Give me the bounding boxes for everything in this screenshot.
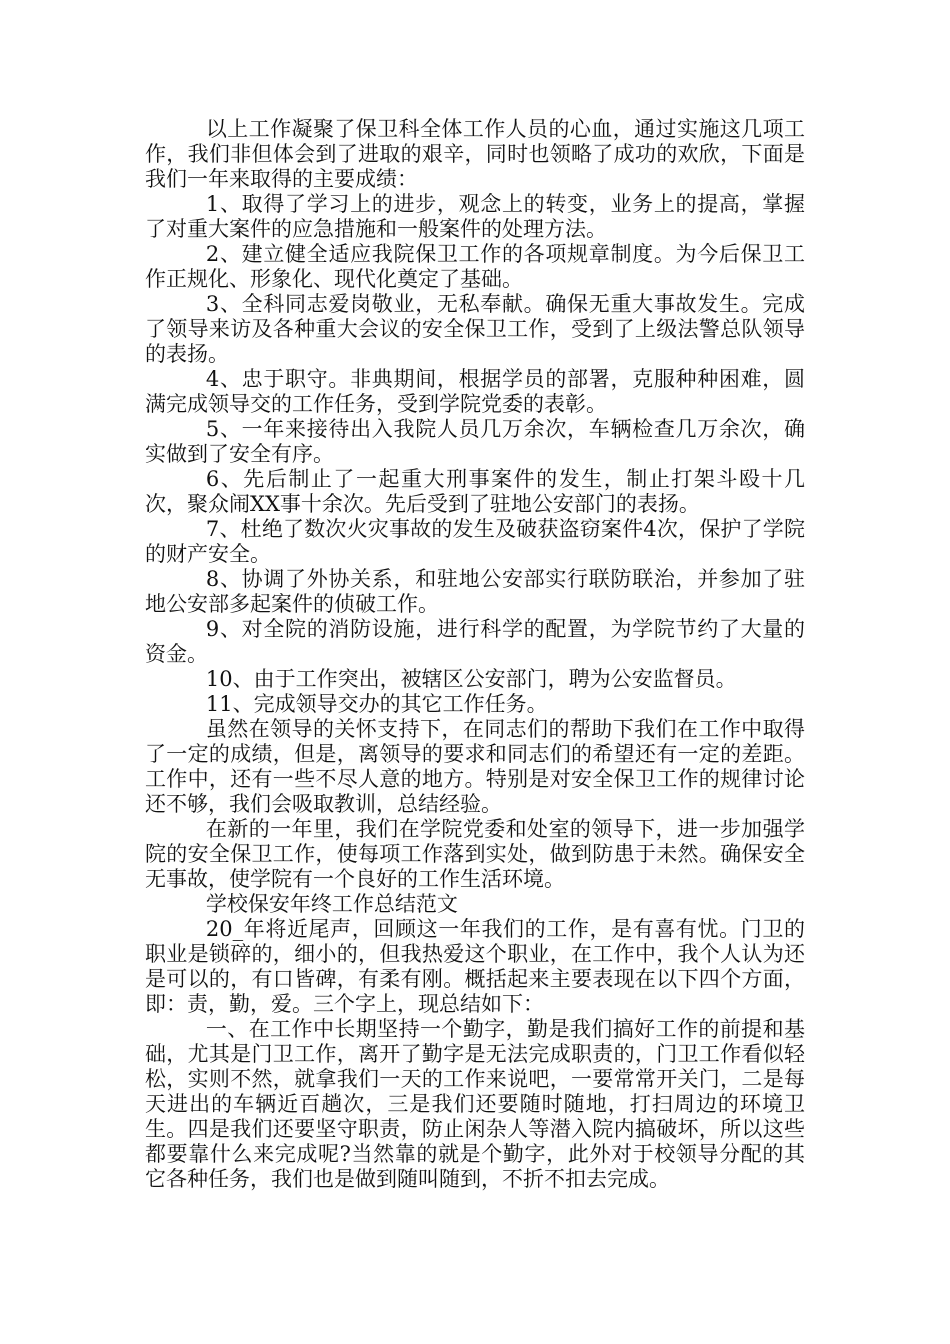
paragraph-achievement-2: 2、建立健全适应我院保卫工作的各项规章制度。为今后保卫工作正规化、形象化、现代化奠定了基础。 [145,242,805,291]
paragraph-achievement-11: 11、完成领导交办的其它工作任务。 [205,692,548,716]
paragraph-achievement-6: 6、先后制止了一起重大刑事案件的发生，制止打架斗殴十几次，聚众闹XX事十余次。先后受到了驻地公安部门的表扬。 [145,467,805,516]
paragraph-achievement-10: 10、由于工作突出，被辖区公安部门，聘为公安监督员。 [205,667,737,691]
paragraph-achievement-9: 9、对全院的消防设施，进行科学的配置，为学院节约了大量的资金。 [145,617,805,666]
paragraph-intro: 以上工作凝聚了保卫科全体工作人员的心血，通过实施这几项工作，我们非但体会到了进取的艰辛，同时也领略了成功的欢欣，下面是我们一年来取得的主要成绩： [145,117,805,191]
paragraph-achievement-7: 7、杜绝了数次火灾事故的发生及破获盗窃案件4次，保护了学院的财产安全。 [145,517,805,566]
paragraph-shortcomings: 虽然在领导的关怀支持下，在同志们的帮助下我们在工作中取得了一定的成绩，但是，离领导的要求和同志们的希望还有一定的差距。工作中，还有一些不尽人意的地方。特别是对安全保卫工作的规律讨论还不够，我们会吸取教训，总结经验。 [145,717,805,816]
paragraph-achievement-3: 3、全科同志爱岗敬业，无私奉献。确保无重大事故发生。完成了领导来访及各种重大会议的安全保卫工作，受到了上级法警总队领导的表扬。 [145,292,805,366]
paragraph-achievement-5: 5、一年来接待出入我院人员几万余次，车辆检查几万余次，确实做到了安全有序。 [145,417,805,466]
paragraph-diligence: 一、在工作中长期坚持一个勤字，勤是我们搞好工作的前提和基础，尤其是门卫工作，离开了勤字是无法完成职责的，门卫工作看似轻松，实则不然，就拿我们一天的工作来说吧，一要常常开关门，二是每天进出的车辆近百趟次，三是我们还要随时随地，打扫周边的环境卫生。四是我们还要坚守职责，防止闲杂人等潜入院内搞破坏，所以这些都要靠什么来完成呢?当然靠的就是个勤字，此外对于校领导分配的其它各种任务，我们也是做到随叫随到，不折不扣去完成。 [145,1017,805,1191]
paragraph-achievement-8: 8、协调了外协关系，和驻地公安部实行联防联治，并参加了驻地公安部多起案件的侦破工作。 [145,567,805,616]
paragraph-review: 20_年将近尾声，回顾这一年我们的工作，是有喜有忧。门卫的职业是锁碎的，细小的，但我热爱这个职业，在工作中，我个人认为还是可以的，有口皆碑，有柔有刚。概括起来主要表现在以下四个方面，即：责，勤，爱。三个字上，现总结如下： [145,917,805,1016]
section-heading: 学校保安年终工作总结范文 [205,892,458,916]
paragraph-achievement-1: 1、取得了学习上的进步，观念上的转变，业务上的提高，掌握了对重大案件的应急措施和一般案件的处理方法。 [145,192,805,241]
document-body [145,117,805,1192]
paragraph-outlook: 在新的一年里，我们在学院党委和处室的领导下，进一步加强学院的安全保卫工作，使每项工作落到实处，做到防患于未然。确保安全无事故，使学院有一个良好的工作生活环境。 [145,817,805,891]
paragraph-achievement-4: 4、忠于职守。非典期间，根据学员的部署，克服种种困难，圆满完成领导交的工作任务，受到学院党委的表彰。 [145,367,805,416]
